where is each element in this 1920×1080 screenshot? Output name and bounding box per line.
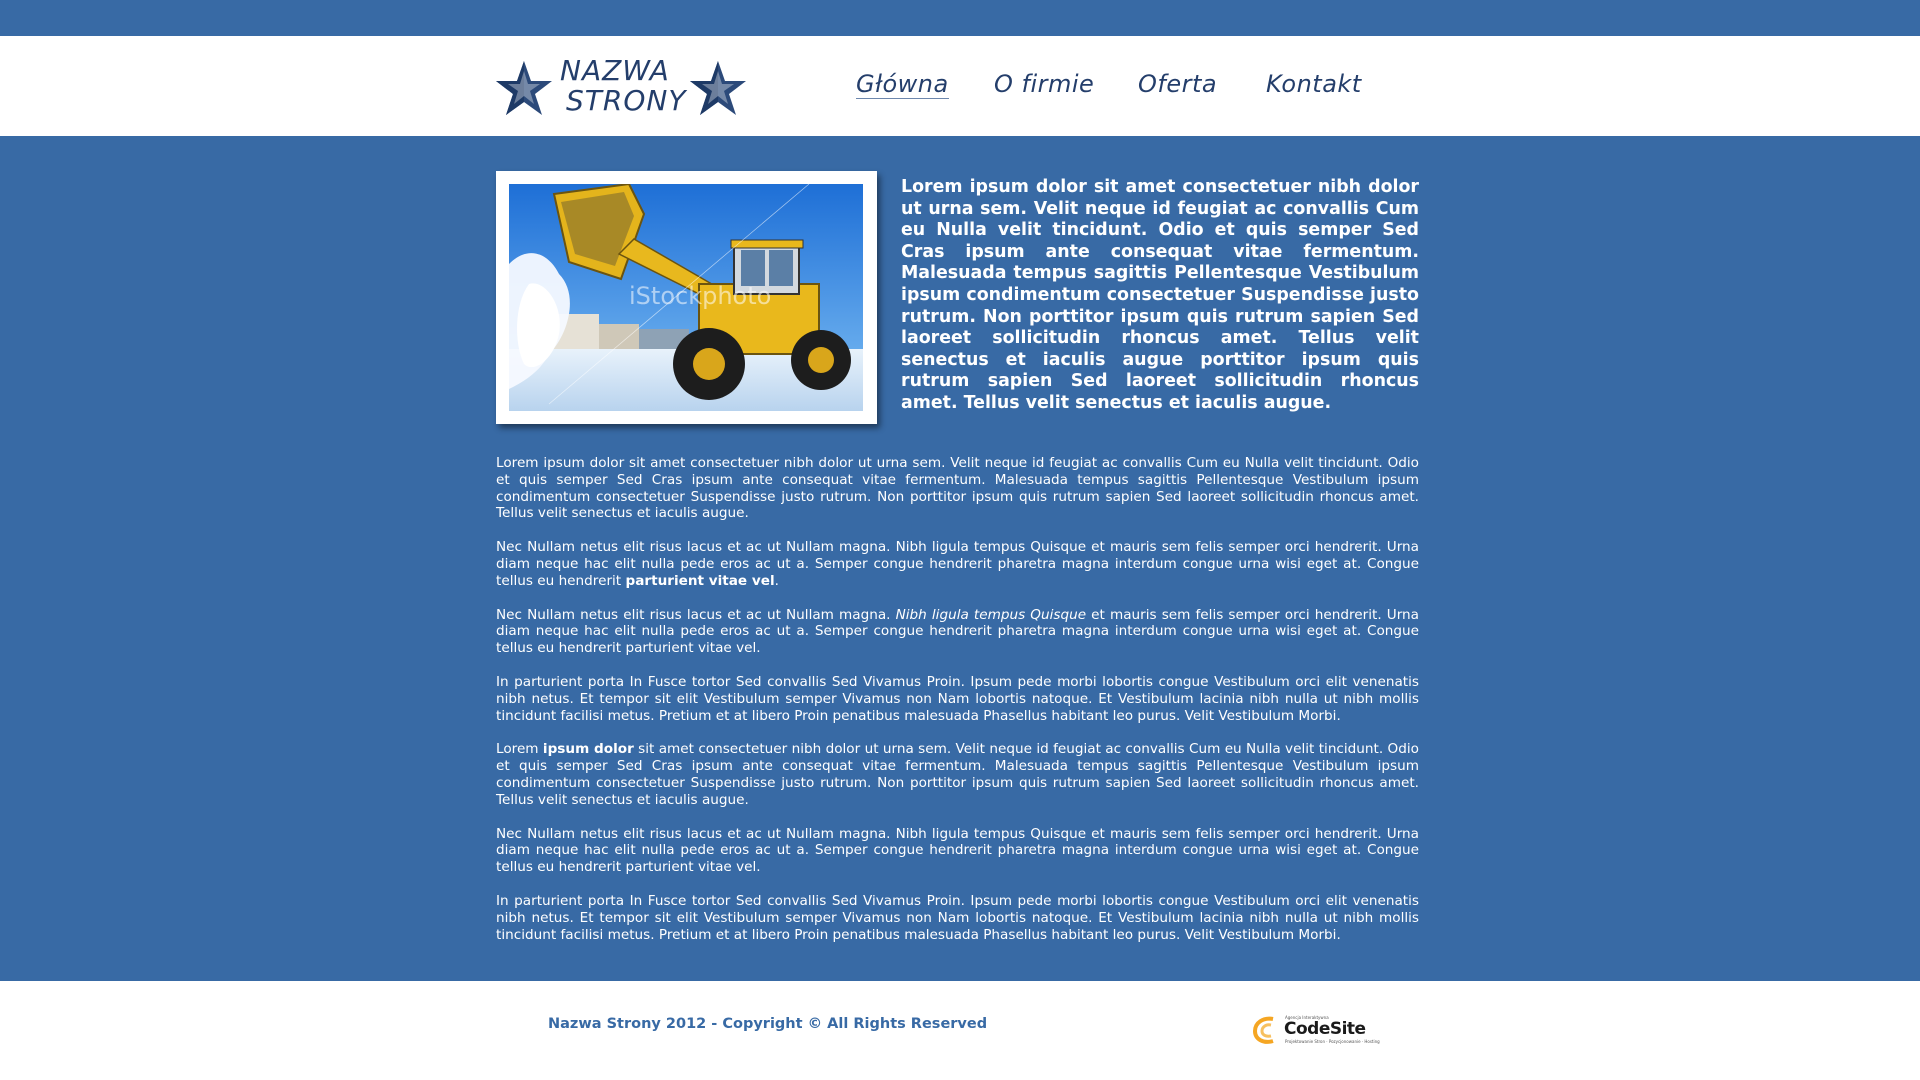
nav-o-firmie[interactable]: O firmie bbox=[994, 70, 1095, 98]
star-icon bbox=[688, 59, 748, 119]
codesite-tagline-bottom: Projektowanie Stron · Pozycjonowanie · Hosting bbox=[1285, 1039, 1380, 1044]
logo-line-2: STRONY bbox=[566, 84, 687, 117]
bulldozer-image bbox=[509, 184, 863, 411]
codesite-swirl-icon bbox=[1253, 1015, 1281, 1045]
photo-frame bbox=[496, 171, 877, 424]
logo-text bbox=[560, 56, 690, 116]
nav-oferta[interactable]: Oferta bbox=[1138, 70, 1218, 98]
nav-glowna[interactable]: Główna bbox=[856, 70, 949, 98]
paragraph-7: In parturient porta In Fusce tortor Sed convallis Sed Vivamus Proin. Ipsum pede morbi lobortis congue Vestibulum orci elit venenatis nibh netus. Et tempor sit elit Vestibulum semper Vivamus non Nam lobortis natoque. Et Vestibulum lacinia nibh nulla ut nibh mollis tincidunt facilisi metus. Pretium et at libero Proin penatibus malesuada Phasellus habitant leo purus. Velit Vestibulum Morbi. bbox=[496, 892, 1419, 943]
copyright-text: Nazwa Strony 2012 - Copyright © All Rights Reserved bbox=[548, 1016, 988, 1032]
nav-kontakt[interactable]: Kontakt bbox=[1266, 70, 1362, 98]
paragraph-5-text: Lorem bbox=[496, 741, 543, 758]
paragraph-2-bold: parturient vitae vel bbox=[625, 572, 775, 589]
paragraph-5-rest: sit amet consectetuer nibh dolor ut urna sem. Velit neque id feugiat ac convallis Cum eu Nulla velit tincidunt. Odio et quis semper Sed Cras ipsum ante consequat vitae fermentum. Malesuada tempus sagittis Pellentesque Vestibulum ipsum condimentum consectetuer Suspendisse justo rutrum. Non porttitor ipsum quis rutrum sapien Sed laoreet sollicitudin rhoncus amet. Tellus velit senectus et iaculis augue. bbox=[496, 741, 1419, 808]
lead-paragraph: Lorem ipsum dolor sit amet consectetuer nibh dolor ut urna sem. Velit neque id feugiat ac convallis Cum eu Nulla velit tincidunt. Odio et quis semper Sed Cras ipsum ante consequat vitae fermentum. Malesuada tempus sagittis Pellentesque Vestibulum ipsum condimentum consectetuer Suspendisse justo rutrum. Non porttitor ipsum quis rutrum sapien Sed laoreet sollicitudin rhoncus amet. Tellus velit senectus et iaculis augue porttitor ipsum quis rutrum sapien Sed laoreet sollicitudin rhoncus amet. Tellus velit senectus et iaculis augue. bbox=[901, 177, 1419, 413]
paragraph-6: Nec Nullam netus elit risus lacus et ac ut Nullam magna. Nibh ligula tempus Quisque et mauris sem felis semper orci hendrerit. Urna diam neque hac elit nulla pede eros ac ut a. Semper congue hendrerit pharetra magna interdum congue urna wisi eget at. Congue tellus eu hendrerit parturient vitae vel. bbox=[496, 825, 1419, 876]
codesite-logo[interactable] bbox=[1253, 1015, 1383, 1045]
paragraph-3-text: Nec Nullam netus elit risus lacus et ac ut Nullam magna. bbox=[496, 606, 896, 623]
paragraph-2-end: . bbox=[774, 572, 779, 589]
loader-photo bbox=[509, 184, 863, 411]
logo-line-1: NAZWA bbox=[560, 54, 670, 87]
paragraph-2 bbox=[496, 539, 1419, 589]
paragraph-5-bold: ipsum dolor bbox=[542, 741, 634, 758]
paragraph-2-text: Nec Nullam netus elit risus lacus et ac ut Nullam magna. Nibh ligula tempus Quisque et mauris sem felis semper orci hendrerit. Urna diam neque hac elit nulla pede eros ac ut a. Semper congue hendrerit pharetra magna interdum congue urna wisi eget at. Congue tellus eu hendrerit bbox=[496, 539, 1419, 589]
paragraph-1: Lorem ipsum dolor sit amet consectetuer nibh dolor ut urna sem. Velit neque id feugiat ac convallis Cum eu Nulla velit tincidunt. Odio et quis semper Sed Cras ipsum ante consequat vitae fermentum. Malesuada tempus sagittis Pellentesque Vestibulum ipsum condimentum consectetuer Suspendisse justo rutrum. Non porttitor ipsum quis rutrum sapien Sed laoreet sollicitudin rhoncus amet. Tellus velit senectus et iaculis augue. bbox=[496, 455, 1419, 522]
star-icon bbox=[494, 59, 554, 119]
footer-bar bbox=[0, 981, 1920, 1080]
codesite-brand: CodeSite bbox=[1284, 1019, 1366, 1039]
article-body bbox=[496, 455, 1419, 960]
paragraph-5 bbox=[496, 741, 1419, 808]
paragraph-3 bbox=[496, 607, 1419, 657]
paragraph-3-italic: Nibh ligula tempus Quisque bbox=[895, 606, 1087, 623]
paragraph-3-rest: et mauris sem felis semper orci hendrerit. Urna diam neque hac elit nulla pede eros ac ut a. Semper congue hendrerit pharetra magna interdum congue urna wisi eget at. Congue tellus eu hendrerit parturient vitae vel. bbox=[496, 606, 1420, 657]
header-bar bbox=[0, 36, 1920, 136]
site-logo[interactable] bbox=[494, 54, 754, 124]
codesite-tagline-top: Agencja Interaktywna bbox=[1285, 1015, 1329, 1020]
photo-watermark: iStockphoto bbox=[629, 282, 772, 310]
paragraph-4: In parturient porta In Fusce tortor Sed convallis Sed Vivamus Proin. Ipsum pede morbi lobortis congue Vestibulum orci elit venenatis nibh netus. Et tempor sit elit Vestibulum semper Vivamus non Nam lobortis natoque. Et Vestibulum lacinia nibh nulla ut nibh mollis tincidunt facilisi metus. Pretium et at libero Proin penatibus malesuada Phasellus habitant leo purus. Velit Vestibulum Morbi. bbox=[496, 673, 1419, 724]
